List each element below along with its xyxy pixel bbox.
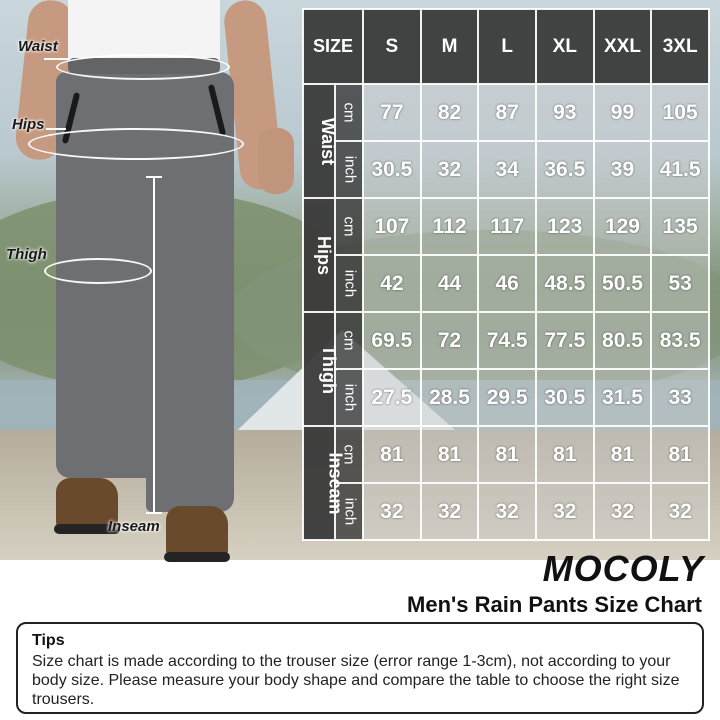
- table-cell: 72: [421, 312, 479, 369]
- table-cell: 32: [651, 483, 709, 540]
- table-cell: 39: [594, 141, 652, 198]
- table-cell: 33: [651, 369, 709, 426]
- table-row: [303, 369, 709, 426]
- table-cell: 99: [594, 84, 652, 141]
- waist-label: Waist: [18, 38, 58, 55]
- table-cell: 50.5: [594, 255, 652, 312]
- table-row: [303, 198, 709, 255]
- table-cell: 32: [363, 483, 421, 540]
- unit-label: inch: [335, 255, 363, 312]
- table-cell: 81: [536, 426, 594, 483]
- table-cell: 42: [363, 255, 421, 312]
- hips-measure-ring: [28, 128, 244, 160]
- group-label-inseam: Inseam: [303, 426, 335, 540]
- table-cell: 31.5: [594, 369, 652, 426]
- unit-label: cm: [335, 198, 363, 255]
- table-cell: 32: [421, 483, 479, 540]
- table-cell: 81: [651, 426, 709, 483]
- unit-label: cm: [335, 426, 363, 483]
- size-header-l: L: [478, 9, 536, 84]
- group-label-hips: Hips: [303, 198, 335, 312]
- size-header-row: [303, 9, 709, 84]
- table-row: [303, 312, 709, 369]
- inseam-measure-line: [153, 176, 155, 512]
- table-cell: 48.5: [536, 255, 594, 312]
- table-cell: 80.5: [594, 312, 652, 369]
- table-cell: 53: [651, 255, 709, 312]
- table-cell: 36.5: [536, 141, 594, 198]
- table-row: [303, 84, 709, 141]
- table-cell: 129: [594, 198, 652, 255]
- unit-label: inch: [335, 369, 363, 426]
- size-header-s: S: [363, 9, 421, 84]
- white-shirt: [68, 0, 220, 62]
- hips-leader-line: [46, 128, 66, 130]
- table-cell: 32: [478, 483, 536, 540]
- table-cell: 81: [363, 426, 421, 483]
- right-boot: [166, 506, 228, 558]
- table-cell: 112: [421, 198, 479, 255]
- table-cell: 30.5: [536, 369, 594, 426]
- size-header-corner: SIZE: [303, 9, 363, 84]
- table-cell: 32: [421, 141, 479, 198]
- table-cell: 83.5: [651, 312, 709, 369]
- group-label-waist: Waist: [303, 84, 335, 198]
- table-cell: 44: [421, 255, 479, 312]
- table-cell: 117: [478, 198, 536, 255]
- table-cell: 81: [421, 426, 479, 483]
- chart-subtitle: Men's Rain Pants Size Chart: [407, 592, 702, 617]
- table-cell: 82: [421, 84, 479, 141]
- thigh-label: Thigh: [6, 246, 47, 263]
- table-row: [303, 255, 709, 312]
- size-header-m: M: [421, 9, 479, 84]
- table-cell: 29.5: [478, 369, 536, 426]
- inseam-top-cap: [146, 176, 162, 178]
- table-row: [303, 141, 709, 198]
- right-boot-sole: [164, 552, 230, 562]
- table-cell: 46: [478, 255, 536, 312]
- size-header-xxl: XXL: [594, 9, 652, 84]
- size-header-3xl: 3XL: [651, 9, 709, 84]
- table-cell: 105: [651, 84, 709, 141]
- inseam-bottom-cap: [146, 512, 162, 514]
- table-cell: 74.5: [478, 312, 536, 369]
- table-cell: 32: [536, 483, 594, 540]
- group-label-thigh: Thigh: [303, 312, 335, 426]
- table-cell: 93: [536, 84, 594, 141]
- size-chart-table: [302, 8, 710, 541]
- table-cell: 107: [363, 198, 421, 255]
- table-cell: 28.5: [421, 369, 479, 426]
- table-cell: 123: [536, 198, 594, 255]
- tips-box: [16, 622, 704, 714]
- unit-label: inch: [335, 141, 363, 198]
- table-cell: 135: [651, 198, 709, 255]
- table-cell: 27.5: [363, 369, 421, 426]
- table-row: [303, 483, 709, 540]
- size-header-xl: XL: [536, 9, 594, 84]
- table-cell: 81: [478, 426, 536, 483]
- table-row: [303, 426, 709, 483]
- unit-label: inch: [335, 483, 363, 540]
- inseam-label: Inseam: [108, 518, 160, 535]
- unit-label: cm: [335, 84, 363, 141]
- table-cell: 34: [478, 141, 536, 198]
- table-cell: 32: [594, 483, 652, 540]
- table-cell: 69.5: [363, 312, 421, 369]
- right-hand: [258, 128, 294, 194]
- tips-body: Size chart is made according to the trouser size (error range 1-3cm), not according to your body size. Please measure your body shape and compare the table to choose the right size trousers.: [32, 653, 680, 708]
- table-cell: 41.5: [651, 141, 709, 198]
- table-cell: 81: [594, 426, 652, 483]
- table-cell: 30.5: [363, 141, 421, 198]
- thigh-measure-ring: [44, 258, 152, 284]
- unit-label: cm: [335, 312, 363, 369]
- table-cell: 77.5: [536, 312, 594, 369]
- brand-name: MOCOLY: [542, 548, 704, 589]
- table-cell: 87: [478, 84, 536, 141]
- waist-leader-line: [44, 58, 70, 60]
- waist-measure-ring: [56, 54, 230, 80]
- table-cell: 77: [363, 84, 421, 141]
- hips-label: Hips: [12, 116, 45, 133]
- tips-title: Tips: [32, 632, 65, 649]
